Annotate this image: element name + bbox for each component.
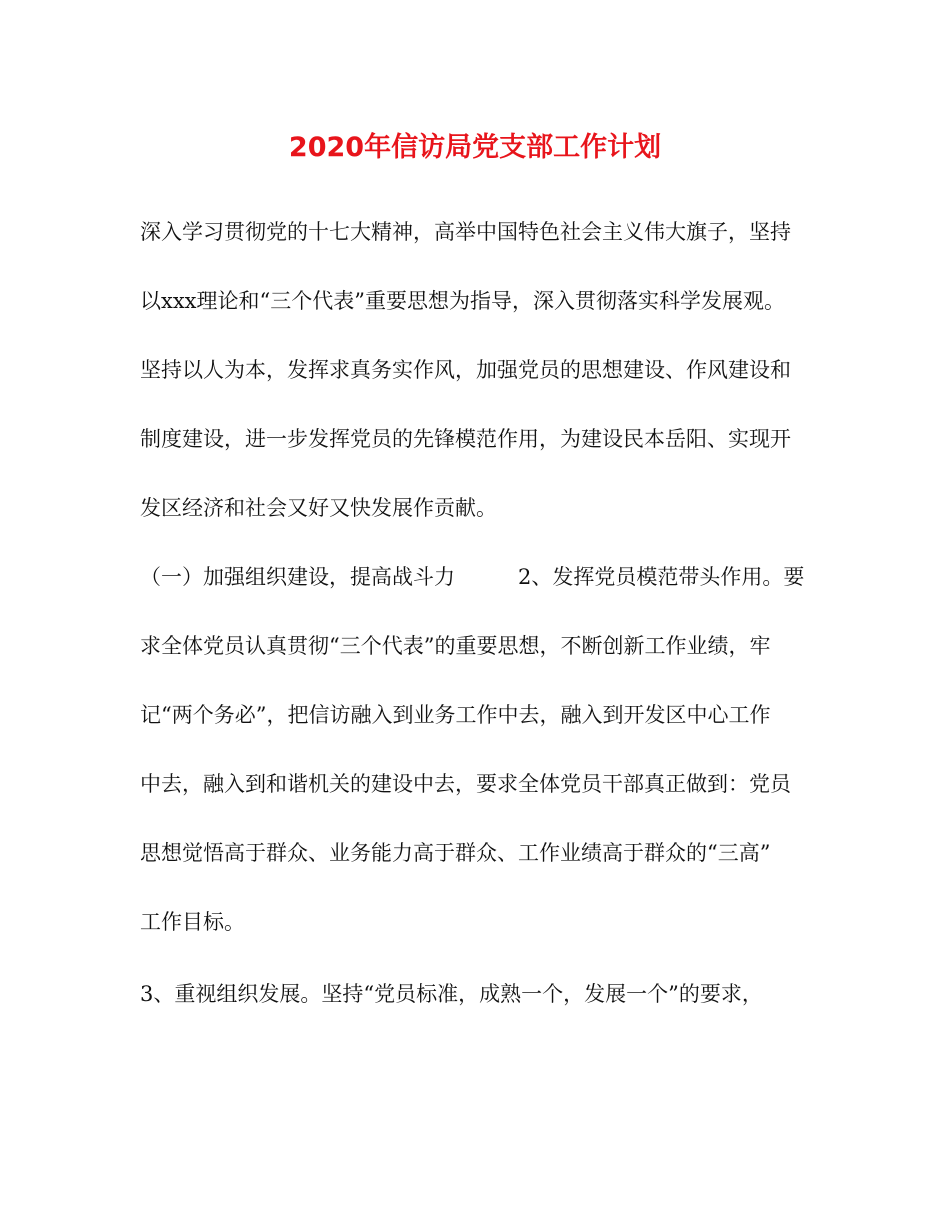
body-line-3: 坚持以人为本，发挥求真务实作风，加强党员的思想建设、作风建设和	[140, 358, 791, 382]
body-line-9: 中去，融入到和谐机关的建设中去，要求全体党员干部真正做到：党员	[140, 772, 791, 796]
body-line-1: 深入学习贯彻党的十七大精神，高举中国特色社会主义伟大旗子，坚持	[140, 220, 791, 244]
body-line-11: 工作目标。	[140, 910, 245, 934]
body-line-8: 记“两个务必”，把信访融入到业务工作中去，融入到开发区中心工作	[140, 703, 771, 727]
body-line-2: 以xxx理论和“三个代表”重要思想为指导，深入贯彻落实科学发展观。	[140, 289, 785, 313]
body-line-4: 制度建设，进一步发挥党员的先锋模范作用，为建设民本岳阳、实现开	[140, 427, 791, 451]
body-line-12: 3、重视组织发展。坚持“党员标准，成熟一个，发展一个”的要求，	[140, 982, 763, 1006]
body-line-6: （一）加强组织建设，提高战斗力 2、发挥党员模范带头作用。要	[140, 565, 805, 589]
body-line-7: 求全体党员认真贯彻“三个代表”的重要思想，不断创新工作业绩，牢	[140, 634, 771, 658]
body-line-5: 发区经济和社会又好又快发展作贡献。	[140, 496, 497, 520]
document-body	[140, 212, 820, 1043]
document-title: 2020年信访局党支部工作计划	[288, 132, 662, 163]
body-line-10: 思想觉悟高于群众、业务能力高于群众、工作业绩高于群众的“三高”	[140, 841, 771, 865]
